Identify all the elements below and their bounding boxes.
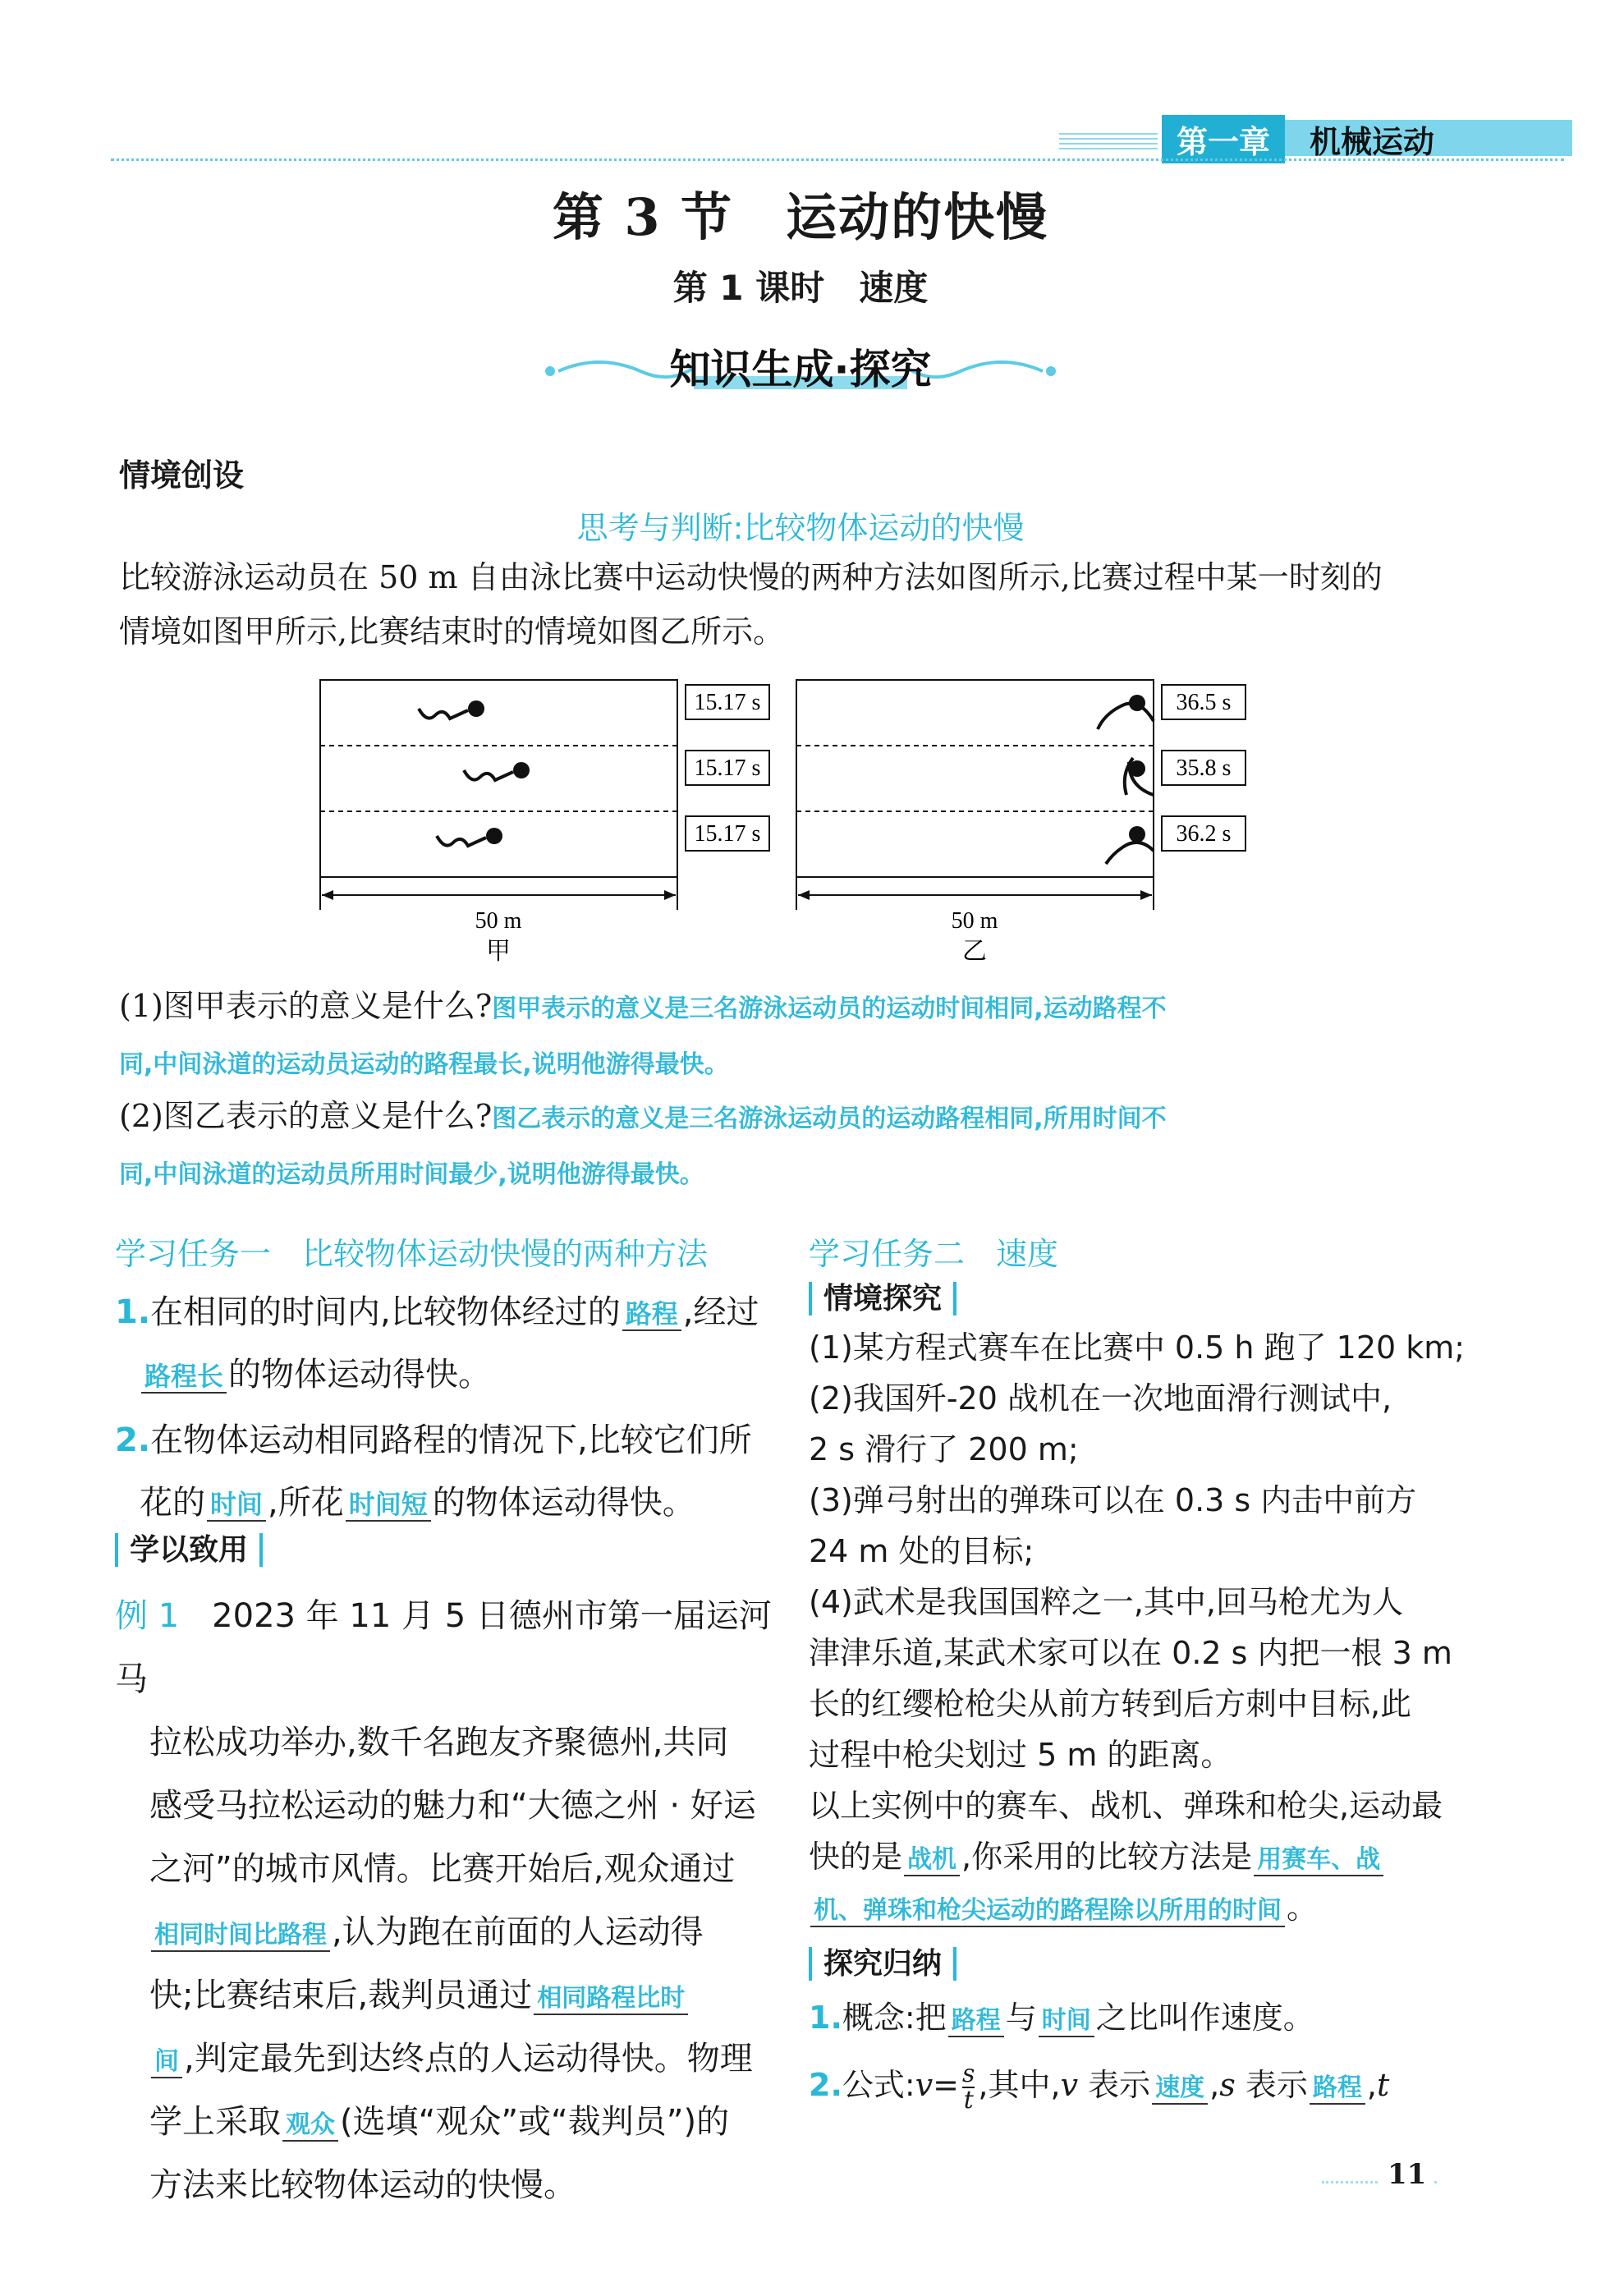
time-label: 35.8 s (1176, 755, 1232, 781)
summary-tag: 探究归纳 (809, 1948, 956, 1981)
question-text: (1)图甲表示的意义是什么? (119, 988, 493, 1024)
summary-item-1: 1.概念:把 路程 与 时间 之比叫作速度。 (809, 2000, 1314, 2036)
answer-blank: 相同时间比路程 (151, 1922, 330, 1952)
answer-blank: 用赛车、战 (1254, 1846, 1383, 1876)
answer-blank: 时间短 (346, 1490, 431, 1522)
figure-jia (312, 672, 772, 967)
apply-tag: 学以致用 (115, 1534, 263, 1567)
answer-blank: 路程 (948, 2007, 1004, 2037)
swimmer-icon (437, 828, 502, 846)
banner-title: 知识生成·探究 (669, 346, 932, 393)
swimmer-icon (464, 762, 530, 780)
time-label: 15.17 s (694, 755, 761, 781)
chapter-title: 机械运动 (1310, 124, 1435, 160)
answer-text: 同,中间泳道的运动员所用时间最少,说明他游得最快。 (119, 1160, 704, 1189)
answer-text: 图甲表示的意义是三名游泳运动员的运动时间相同,运动路程不 (492, 994, 1167, 1023)
page-number: 11 (1379, 2158, 1434, 2191)
task-one-item-2: 2.在物体运动相同路程的情况下,比较它们所 花的 时间 ,所花 时间短 的物体运动得快。 (115, 1421, 752, 1522)
question-text: (2)图乙表示的意义是什么? (119, 1098, 493, 1134)
figure-caption: 乙 (962, 937, 987, 966)
answer-blank: 路程 (1310, 2074, 1365, 2105)
task-one-item-1: 1.在相同的时间内,比较物体经过的 路程 ,经过 路程长 的物体运动得快。 (115, 1293, 759, 1394)
question-1 (119, 979, 1167, 1036)
swimmer-finish-icon (1098, 695, 1154, 729)
answer-blank: 相同路程比时 (534, 1985, 688, 2015)
answer-blank: 时间 (1039, 2007, 1094, 2037)
answer-blank: 战机 (904, 1846, 960, 1876)
explore-tag: 情境探究 (809, 1283, 956, 1316)
section-title: 第 3 节 运动的快慢 (552, 187, 1049, 247)
figure-yi (788, 672, 1248, 967)
explore-content: (1)某方程式赛车在比赛中 0.5 h 跑了 120 km; (2)我国歼-20 战机在一次地面滑行测试中, 2 s 滑行了 200 m; (3)弹弓射出的弹珠可以在 0.3 s 内击中前方 24 m 处的目标; (4)武术是我国国粹之一,其中,回马枪尤为人 津津乐道,某武术家可以在 0.2 s 内把一根 3 m 长的红缨枪枪尖从前方转到后方刺中目标,此 过程中枪尖划过 5 m 的距离。 以上实例中的赛车、战机、弹珠和枪尖,运动最 快的是 战机 ,你采用的比较方法是 用赛车、战 机、弹珠和枪尖运动的路程除以所用的时间 。 (809, 1329, 1466, 1926)
time-label: 15.17 s (694, 690, 761, 715)
swimmer-icon (419, 700, 484, 719)
task-two-title: 学习任务二 速度 (809, 1236, 1059, 1272)
fraction: $\frac{s}{t}$ (962, 2059, 975, 2115)
context-heading: 思考与判断:比较物体运动的快慢 (576, 510, 1025, 546)
answer-blank: 速度 (1152, 2074, 1208, 2105)
swimmer-finish-icon (1106, 826, 1154, 864)
intro-line-1: 比较游泳运动员在 50 m 自由泳比赛中运动快慢的两种方法如图所示,比赛过程中某一时刻的 (119, 559, 1383, 595)
answer-text: 同,中间泳道的运动员运动的路程最长,说明他游得最快。 (119, 1050, 729, 1079)
answer-1-cont (119, 1035, 729, 1092)
intro-line-2: 情境如图甲所示,比赛结束时的情境如图乙所示。 (119, 613, 785, 650)
distance-label: 50 m (475, 908, 522, 934)
answer-blank: 路程长 (141, 1362, 227, 1394)
question-2 (119, 1089, 1167, 1146)
answer-blank: 时间 (207, 1490, 266, 1522)
answer-blank: 机、弹珠和枪尖运动的路程除以所用的时间 (810, 1897, 1285, 1927)
time-label: 36.2 s (1176, 821, 1232, 847)
task-one-title: 学习任务一 比较物体运动快慢的两种方法 (115, 1236, 709, 1272)
summary-item-2: 2.公式:v= $\frac{s}{t}$ ,其中,v 表示 速度 ,s 表示 路程 ,t (809, 2059, 1390, 2115)
distance-label: 50 m (951, 908, 998, 934)
context-label: 情境创设 (119, 457, 245, 494)
header-divider (111, 158, 1564, 161)
example-1: 例 1 2023 年 11 月 5 日德州市第一届运河马 拉松成功举办,数千名跑友齐聚德州,共同 感受马拉松运动的魅力和“大德之州 · 好运 之河”的城市风情。比赛开始后,观众通过 相同时间比路程 ,认为跑在前面的人运动得 快;比赛结束后,裁判员通过 相同路程比时 间 ,判定最先到达终点的人运动得快。物理 学上采取 观众 (选填“观众”或“裁判员”)的 方法来比较物体运动的快慢。 (115, 1597, 772, 2204)
answer-blank: 路程 (622, 1299, 681, 1331)
item-number: 1. (809, 2000, 842, 2036)
answer-2-cont (119, 1145, 704, 1202)
answer-text: 图乙表示的意义是三名游泳运动员的运动路程相同,所用时间不 (492, 1104, 1167, 1133)
header-decoration (1059, 133, 1158, 153)
answer-blank: 间 (151, 2048, 182, 2078)
chapter-label: 第一章 (1162, 115, 1285, 163)
example-label: 例 1 (115, 1597, 180, 1635)
figure-caption: 甲 (486, 937, 511, 966)
item-number: 1. (115, 1293, 151, 1331)
lesson-title: 第 1 课时 速度 (672, 268, 929, 308)
time-label: 15.17 s (694, 821, 761, 847)
item-number: 2. (115, 1421, 151, 1459)
time-label: 36.5 s (1176, 690, 1232, 715)
item-number: 2. (809, 2067, 842, 2103)
answer-blank: 观众 (282, 2111, 338, 2142)
swimmer-finish-icon (1125, 758, 1154, 795)
